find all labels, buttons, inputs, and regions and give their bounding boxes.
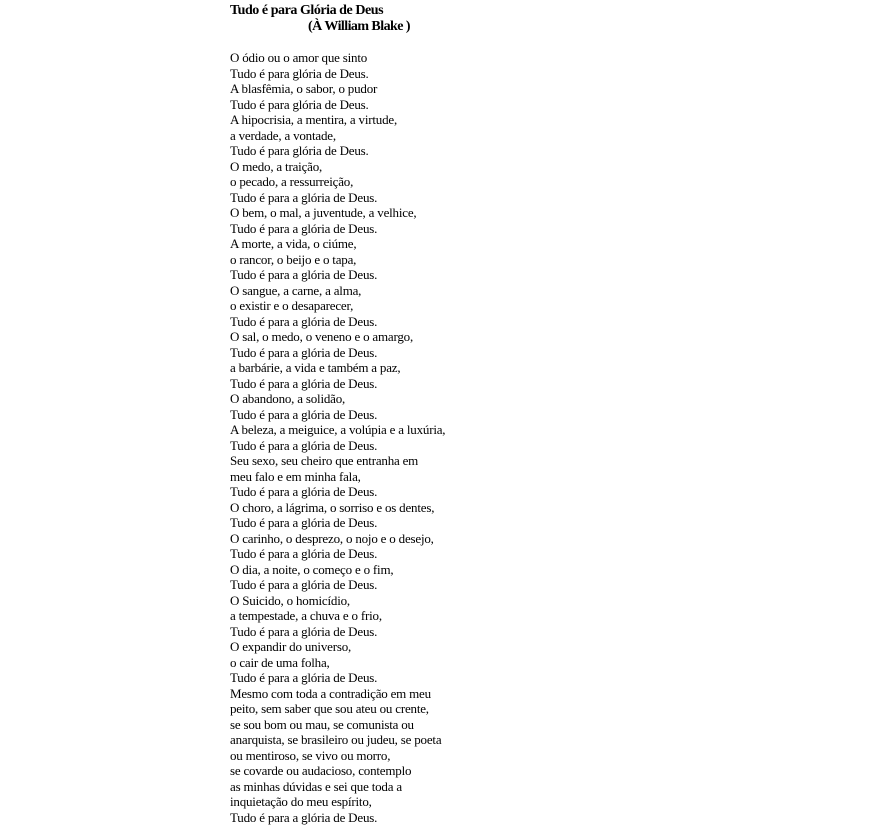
poem-verse-line: Tudo é para a glória de Deus. bbox=[230, 809, 378, 825]
poem-verse-line: O bem, o mal, a juventude, a velhice, bbox=[230, 205, 417, 220]
poem-verse-line: peito, sem saber que sou ateu ou crente, bbox=[230, 701, 429, 716]
poem-verse-line: O sal, o medo, o veneno e o amargo, bbox=[230, 329, 414, 344]
poem-verse-line: inquietação do meu espírito, bbox=[230, 794, 372, 809]
poem-verse-line: o rancor, o beijo e o tapa, bbox=[230, 251, 357, 267]
poem-verse-line: se covarde ou audacioso, contemplo bbox=[230, 763, 412, 778]
poem-verse-line: Tudo é para glória de Deus. bbox=[230, 143, 369, 158]
poem-verses bbox=[230, 50, 445, 825]
poem-verse-line: Tudo é para a glória de Deus. bbox=[230, 546, 378, 561]
poem-verse-line: Tudo é para a glória de Deus. bbox=[230, 313, 378, 329]
poem-verse-line: Tudo é para a glória de Deus. bbox=[230, 437, 378, 453]
poem-verse-line: Tudo é para a glória de Deus. bbox=[230, 484, 378, 499]
poem-verse-line: a verdade, a vontade, bbox=[230, 127, 336, 143]
poem-verse-line: Tudo é para a glória de Deus. bbox=[230, 623, 378, 639]
poem-verse-line: A beleza, a meiguice, a volúpia e a luxúria, bbox=[230, 422, 446, 437]
poem-verse-line: Tudo é para a glória de Deus. bbox=[230, 344, 378, 360]
poem-title: Tudo é para Glória de Deus bbox=[230, 3, 384, 18]
poem-verse-line: Mesmo com toda a contradição em meu bbox=[230, 685, 431, 701]
poem-verse-line: Tudo é para a glória de Deus. bbox=[230, 406, 378, 422]
poem-verse-line: se sou bom ou mau, se comunista ou bbox=[230, 716, 414, 732]
poem-verse-line: Tudo é para glória de Deus. bbox=[230, 96, 369, 112]
poem-verse-line: O dia, a noite, o começo e o fim, bbox=[230, 561, 394, 577]
poem-verse-line: Tudo é para a glória de Deus. bbox=[230, 267, 378, 282]
poem-verse-line: Tudo é para a glória de Deus. bbox=[230, 670, 378, 685]
poem-verse-line: Tudo é para a glória de Deus. bbox=[230, 375, 378, 391]
poem-verse-line: as minhas dúvidas e sei que toda a bbox=[230, 778, 402, 794]
poem-verse-line: O carinho, o desprezo, o nojo e o desejo, bbox=[230, 530, 434, 546]
poem-verse-line: anarquista, se brasileiro ou judeu, se poeta bbox=[230, 732, 442, 747]
poem-verse-line: O choro, a lágrima, o sorriso e os dentes, bbox=[230, 499, 435, 515]
poem-verse-line: O Suicido, o homicídio, bbox=[230, 592, 350, 608]
poem-verse-line: Tudo é para a glória de Deus. bbox=[230, 189, 378, 205]
poem-verse-line: A morte, a vida, o ciúme, bbox=[230, 236, 357, 251]
poem-verse-line: meu falo e em minha fala, bbox=[230, 468, 361, 484]
poem-verse-line: O expandir do universo, bbox=[230, 639, 352, 654]
poem-verse-line: A blasfêmia, o sabor, o pudor bbox=[230, 81, 378, 96]
poem-verse-line: Tudo é para a glória de Deus. bbox=[230, 515, 378, 530]
poem-verse-line: ou mentiroso, se vivo ou morro, bbox=[230, 747, 391, 763]
poem-verse-line: Tudo é para a glória de Deus. bbox=[230, 577, 378, 592]
poem-verse-line: O medo, a traição, bbox=[230, 158, 323, 174]
poem-verse-line: o existir e o desaparecer, bbox=[230, 298, 354, 313]
poem-verse-line: a barbárie, a vida e também a paz, bbox=[230, 360, 401, 375]
poem-dedication: (À William Blake ) bbox=[308, 19, 410, 34]
poem-verse-line: o pecado, a ressurreição, bbox=[230, 174, 354, 189]
poem-verse-line: O ódio ou o amor que sinto bbox=[230, 50, 368, 65]
poem-verse-line: Tudo é para a glória de Deus. bbox=[230, 220, 378, 236]
poem-verse-line: Tudo é para glória de Deus. bbox=[230, 65, 369, 81]
poem-verse-line: o cair de uma folha, bbox=[230, 654, 330, 670]
poem-verse-line: Seu sexo, seu cheiro que entranha em bbox=[230, 453, 419, 468]
poem-verse-line: a tempestade, a chuva e o frio, bbox=[230, 608, 382, 623]
poem-verse-line: O sangue, a carne, a alma, bbox=[230, 282, 362, 298]
poem-verse-line: A hipocrisia, a mentira, a virtude, bbox=[230, 112, 398, 127]
poem-verse-line: O abandono, a solidão, bbox=[230, 391, 346, 406]
